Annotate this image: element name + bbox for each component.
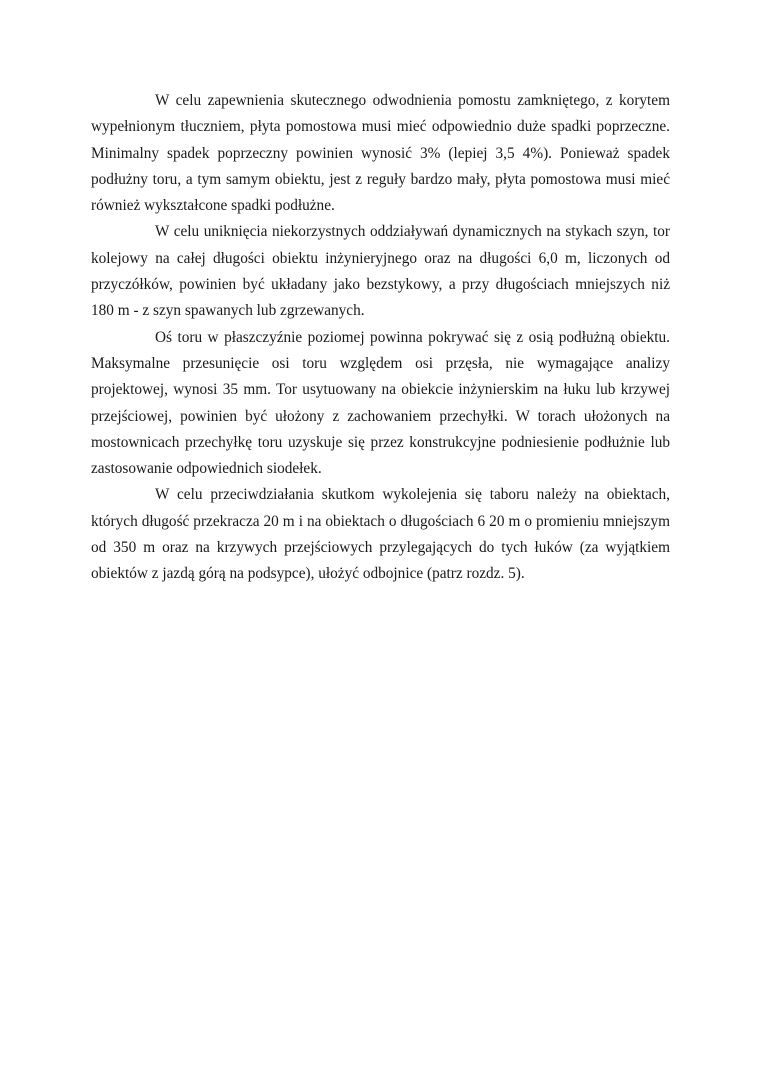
paragraph-guard-rails: W celu przeciwdziałania skutkom wykolejenia się taboru należy na obiektach, których długość przekracza 20 m i na obiektach o długościach 6 20 m o promieniu mniejszym od 350 m oraz na krzywych przejściowych przylegających do tych łuków (za wyjątkiem obiektów z jazdą górą na podsypce), ułożyć odbojnice (patrz rozdz. 5).: [91, 486, 670, 583]
body-text: [91, 88, 670, 588]
paragraph-drainage: W celu zapewnienia skutecznego odwodnienia pomostu zamkniętego, z korytem wypełnionym tłuczniem, płyta pomostowa musi mieć odpowiednio duże spadki poprzeczne. Minimalny spadek poprzeczny powinien wynosić 3% (lepiej 3,5 4%). Ponieważ spadek podłużny toru, a tym samym obiektu, jest z reguły bardzo mały, płyta pomostowa musi mieć również wykształcone spadki podłużne.: [91, 92, 670, 215]
paragraph-track-axis: Oś toru w płaszczyźnie poziomej powinna pokrywać się z osią podłużną obiektu. Maksymalne przesunięcie osi toru względem osi przęsła, nie wymagające analizy projektowej, wynosi 35 mm. Tor usytuowany na obiekcie inżynierskim na łuku lub krzywej przejściowej, powinien być ułożony z zachowaniem przechyłki. W torach ułożonych na mostownicach przechyłkę toru uzyskuje się przez konstrukcyjne podniesienie podłużnie lub zastosowanie odpowiednich siodełek.: [91, 328, 670, 478]
paragraph-continuous-welded-rail: W celu uniknięcia niekorzystnych oddziaływań dynamicznych na stykach szyn, tor kolejowy na całej długości obiektu inżynieryjnego oraz na długości 6,0 m, liczonych od przyczółków, powinien być układany jako bezstykowy, a przy długościach mniejszych niż 180 m - z szyn spawanych lub zgrzewanych.: [91, 223, 670, 320]
